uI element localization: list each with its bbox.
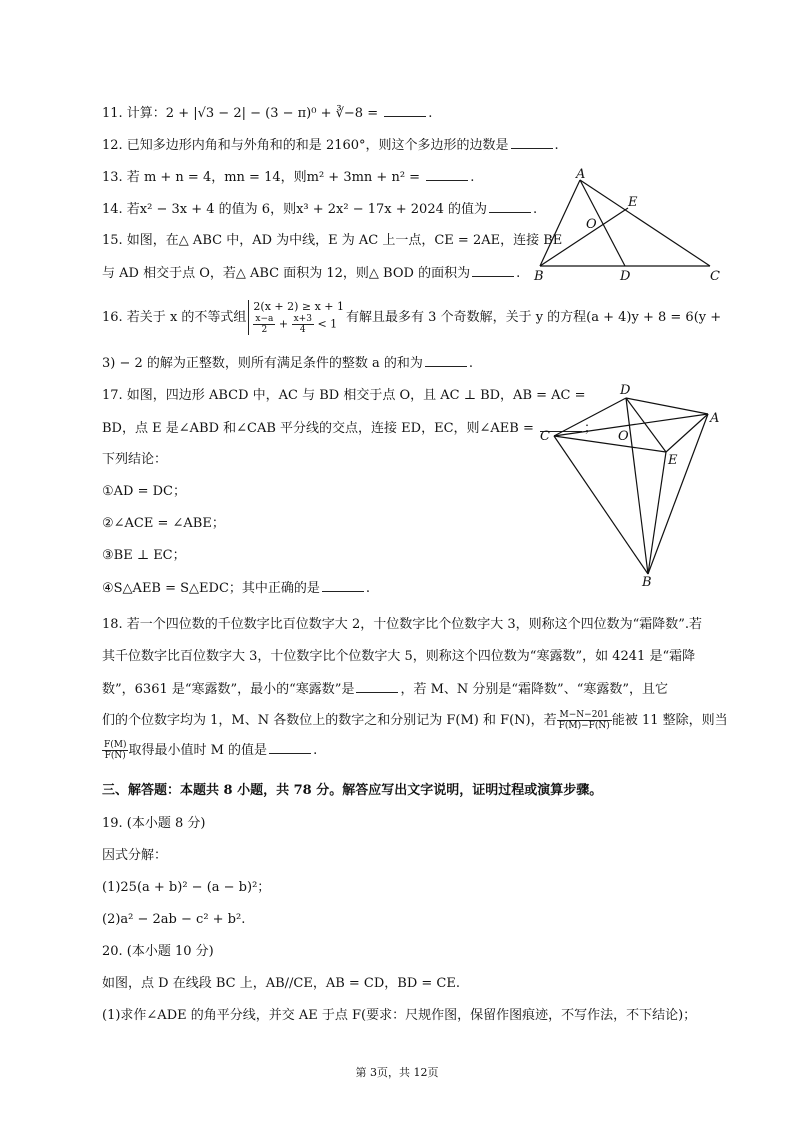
q18-frac2-num: F(M) (104, 740, 127, 750)
q18-line2: 其千位数字比百位数字大 3，十位数字比个位数字大 5，则称这个四位数为“寒露数”，如 4241 是“霜降 (102, 649, 696, 664)
fig1-label-b: B (534, 269, 544, 284)
q15-period: . (516, 266, 521, 281)
fig2-label-d: D (620, 383, 631, 398)
q18-min-hanlu-blank[interactable] (356, 680, 398, 693)
q17-c2-text: ②∠ACE = ∠ABE； (102, 516, 225, 531)
q18-answer-blank[interactable] (269, 741, 311, 754)
fig2-label-b: B (642, 575, 652, 586)
q15-line2: 与 AD 相交于点 O，若△ ABC 面积为 12，则△ BOD 的面积为 (102, 266, 471, 281)
question-18-line-4 (102, 710, 728, 732)
q16-frac-b (292, 314, 314, 335)
q17-period: . (365, 581, 371, 596)
q14-period: . (533, 202, 538, 217)
fig2-label-e: E (668, 453, 678, 468)
fig1-label-c: C (710, 269, 720, 284)
q11-answer-blank[interactable] (384, 104, 426, 117)
q18-fraction-2 (102, 740, 128, 761)
q17-conclusion-1 (102, 483, 186, 501)
q16-frac-b-num: x+3 (293, 314, 312, 324)
q17-conclusion-3 (102, 547, 186, 565)
fig1-label-o: O (586, 217, 597, 232)
fig1-label-d: D (620, 269, 631, 284)
question-16-line-2 (102, 354, 473, 373)
fig2-label-a: A (710, 411, 720, 426)
q18-period: . (313, 743, 318, 758)
q11-text: 11. 计算：2 + |√3 − 2| − (3 − π)⁰ + ∛−8 = (102, 106, 383, 121)
question-20-line-2 (102, 1007, 696, 1025)
figure-triangle-abc (530, 168, 730, 286)
figure-quadrilateral-abcd (538, 382, 728, 586)
q17-line2-end: ； (584, 421, 598, 436)
q16-line2: 3) − 2 的解为正整数，则所有满足条件的整数 a 的和为 (102, 356, 423, 371)
q16-answer-blank[interactable] (425, 354, 467, 367)
q19-prompt-text: 因式分解： (102, 848, 168, 863)
question-19-prompt (102, 847, 167, 865)
q17-conclusion-4 (102, 579, 370, 598)
q13-answer-blank[interactable] (426, 168, 468, 181)
q17-line2: BD，点 E 是∠ABD 和∠CAB 平分线的交点，连接 ED，EC，则∠AEB = (102, 421, 538, 436)
q17-conclusion-2 (102, 515, 225, 533)
q19-title-text: 19. (本小题 8 分) (102, 816, 206, 831)
q16-frac-a-num: x−a (255, 314, 274, 324)
question-13 (102, 168, 474, 187)
question-18-line-1 (102, 616, 702, 634)
question-17-line-3 (102, 451, 167, 469)
q16-frac-a-den: 2 (261, 325, 268, 335)
q18-frac1-den: F(M)−F(N) (558, 721, 610, 731)
fig2-label-c: C (540, 429, 550, 444)
q17-answer-blank[interactable] (322, 579, 364, 592)
q16-suffix: 有解且最多有 3 个奇数解，关于 y 的方程(a + 4)y + 8 = 6(y + (346, 310, 722, 325)
q13-period: . (470, 170, 475, 185)
q18-frac2-den: F(N) (104, 751, 126, 761)
question-11 (102, 104, 432, 123)
q16-inequality-system: 2(x + 2) ≥ x + 1 $\frac{x-a}{2}$ + $\frac{x+3}{4}$ < 1 (248, 300, 344, 335)
fig1-label-a: A (576, 168, 586, 182)
q18-line3a: 数”，6361 是“寒露数”，最小的“寒露数”是 (102, 682, 355, 697)
q18-frac1-num: M−N−201 (557, 710, 612, 721)
q12-period: . (554, 138, 559, 153)
question-18-line-5 (102, 740, 317, 762)
question-14 (102, 200, 537, 219)
q17-c4-text: ④S△AEB = S△EDC；其中正确的是 (102, 581, 320, 596)
question-15-line-1 (102, 232, 562, 250)
q20-line1-text: 如图，点 D 在线段 BC 上，AB//CE，AB = CD，BD = CE. (102, 976, 461, 991)
q16-period: . (468, 356, 474, 371)
q20-line2-text: (1)求作∠ADE 的角平分线，并交 AE 于点 F(要求：尺规作图，保留作图痕迹，不写作法，不下结论)； (102, 1008, 697, 1023)
q11-period: . (428, 106, 433, 121)
q18-line4a: 们的个位数字均为 1，M、N 各数位上的数字之和分别记为 F(M) 和 F(N)，若 (102, 713, 557, 728)
fig2-label-o: O (618, 429, 629, 444)
question-19-part-1 (102, 879, 270, 897)
q16-frac-b-den: 4 (299, 325, 306, 335)
q18-fraction-1 (557, 710, 612, 731)
question-20-title (102, 943, 214, 961)
q17-line3: 下列结论： (102, 452, 168, 467)
q19-p2-text: (2)a² − 2ab − c² + b². (102, 912, 246, 927)
q18-line5: 取得最小值时 M 的值是 (128, 743, 268, 758)
question-18-line-3 (102, 680, 668, 699)
question-19-title (102, 815, 206, 833)
page-number: 第 3页，共 12页 (355, 1066, 439, 1079)
q17-c1-text: ①AD = DC； (102, 484, 186, 499)
q18-line4b: 能被 11 整除，则当 (611, 713, 728, 728)
q15-line1: 15. 如图，在△ ABC 中，AD 为中线，E 为 AC 上一点，CE = 2AE，连接 BE (102, 233, 563, 248)
question-20-line-1 (102, 975, 460, 993)
question-12 (102, 136, 559, 155)
q12-answer-blank[interactable] (511, 136, 553, 149)
q15-answer-blank[interactable] (472, 264, 514, 277)
fig1-label-e: E (628, 195, 638, 210)
q13-text: 13. 若 m + n = 4，mn = 14，则m² + 3mn + n² = (102, 170, 425, 185)
question-17-line-2 (102, 419, 597, 438)
q14-text: 14. 若x² − 3x + 4 的值为 6，则x³ + 2x² − 17x + 2024 的值为 (102, 202, 487, 217)
q19-p1-text: (1)25(a + b)² − (a − b)²； (102, 880, 271, 895)
page-footer (0, 1064, 794, 1080)
q17-c3-text: ③BE ⊥ EC； (102, 548, 186, 563)
q16-ineq1: 2(x + 2) ≥ x + 1 (253, 300, 345, 313)
question-19-part-2 (102, 911, 245, 929)
question-18-line-2 (102, 648, 695, 666)
section-3-text: 三、解答题：本题共 8 小题，共 78 分。解答应写出文字说明，证明过程或演算步骤。 (102, 783, 603, 798)
q14-answer-blank[interactable] (489, 200, 531, 213)
section-3-heading (102, 782, 602, 800)
q18-line1: 18. 若一个四位数的千位数字比百位数字大 2，十位数字比个位数字大 3，则称这个四位数为“霜降数”.若 (102, 617, 703, 632)
question-15-line-2 (102, 264, 520, 283)
q16-frac-a (253, 314, 275, 335)
question-17-line-1 (102, 387, 586, 405)
q12-text: 12. 已知多边形内角和与外角和的和是 2160°，则这个多边形的边数是 (102, 138, 509, 153)
question-16-line-1 (102, 300, 721, 335)
q16-prefix: 16. 若关于 x 的不等式组 (102, 310, 247, 325)
q16-ineq2-rest: < 1 (317, 317, 338, 331)
q20-title-text: 20. (本小题 10 分) (102, 944, 214, 959)
q18-line3b: ，若 M、N 分别是“霜降数”、“寒露数”，且它 (400, 682, 668, 697)
q17-line1: 17. 如图，四边形 ABCD 中，AC 与 BD 相交于点 O，且 AC ⊥ BD，AB = AC = (102, 388, 586, 403)
